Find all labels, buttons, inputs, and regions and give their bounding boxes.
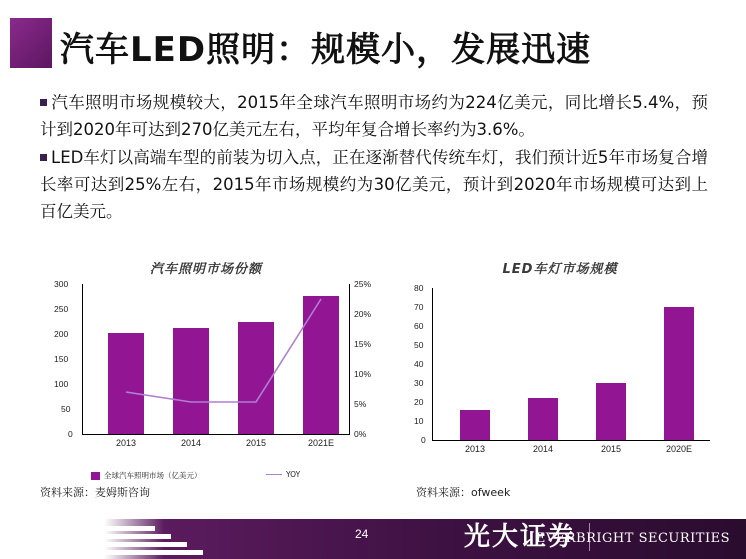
- bar-2015: [596, 383, 626, 440]
- x-label-2020E: 2020E: [665, 444, 693, 454]
- y-tick-80: 80: [414, 283, 424, 293]
- x-label-2014: 2014: [532, 444, 554, 454]
- x-label-2015: 2015: [245, 438, 267, 448]
- y-tick-0: 0: [421, 435, 426, 445]
- legend-line-icon: [266, 474, 282, 475]
- y-tick-60: 60: [414, 321, 424, 331]
- y-tick-50: 50: [414, 340, 424, 350]
- x-label-2013: 2013: [115, 438, 137, 448]
- x-label-2014: 2014: [180, 438, 202, 448]
- yoy-line-series: [36, 284, 376, 436]
- y2-tick-15: 15%: [354, 339, 372, 349]
- y-tick-left-250: 250: [54, 304, 69, 314]
- legend-swatch-bar-icon: [91, 472, 100, 480]
- chart-auto-lighting-market-share: [36, 258, 376, 498]
- y-tick-30: 30: [414, 378, 424, 388]
- y-axis-right-chart: [432, 288, 433, 440]
- y-tick-10: 10: [414, 416, 424, 426]
- bar-2014: [528, 398, 558, 440]
- source-right: 资料来源：ofweek: [416, 486, 511, 499]
- source-left: 资料来源：麦姆斯咨询: [40, 486, 150, 499]
- legend-series-line: [266, 470, 300, 479]
- y2-tick-25: 25%: [354, 279, 372, 289]
- chart-led-car-lamp-market-size: [400, 258, 730, 498]
- y2-tick-10: 10%: [354, 369, 372, 379]
- paragraph-2: [40, 145, 708, 225]
- page-number: 24: [355, 527, 369, 541]
- body-text: [40, 90, 708, 228]
- plot-area-right: [400, 283, 730, 468]
- x-label-2013: 2013: [464, 444, 486, 454]
- chart-title-right: LED车灯市场规模: [502, 262, 618, 277]
- legend-label-line: YOY: [286, 470, 301, 479]
- y-tick-left-100: 100: [54, 379, 69, 389]
- y-tick-40: 40: [414, 359, 424, 369]
- page-title: 汽车LED照明：规模小，发展迅速: [60, 30, 592, 70]
- y-tick-20: 20: [414, 397, 424, 407]
- y2-tick-5: 5%: [354, 399, 367, 409]
- y-tick-left-200: 200: [54, 329, 69, 339]
- y-tick-left-0: 0: [68, 429, 73, 439]
- y-tick-left-50: 50: [61, 404, 71, 414]
- y2-tick-0: 0%: [354, 429, 367, 439]
- y-tick-left-150: 150: [54, 354, 69, 364]
- paragraph-1-text: 汽车照明市场规模较大，2015年全球汽车照明市场约为224亿美元，同比增长5.4%，预计到2020年可达到270亿美元左右，平均年复合增长率约为3.6%。: [40, 93, 708, 139]
- bar-2020E: [664, 307, 694, 440]
- bullet-square-icon: [40, 154, 47, 161]
- legend-label-bar: 全球汽车照明市场（亿美元）: [104, 471, 202, 480]
- header-accent-block: [10, 18, 52, 68]
- y-tick-70: 70: [414, 302, 424, 312]
- x-label-2015: 2015: [600, 444, 622, 454]
- plot-area-left: [36, 279, 376, 464]
- y-tick-left-300: 300: [54, 279, 69, 289]
- bullet-square-icon: [40, 99, 47, 106]
- chart-title-left: 汽车照明市场份额: [149, 262, 262, 277]
- x-axis-right-chart: [432, 440, 710, 441]
- footer-stripes: [95, 521, 205, 557]
- paragraph-2-text: LED车灯以高端车型的前装为切入点，正在逐渐替代传统车灯，我们预计近5年市场复合增长率可达到25%左右，2015年市场规模约为30亿美元，预计到2020年市场规模可达到上百亿美元。: [40, 148, 708, 221]
- brand-name-en: EVERBRIGHT SECURITIES: [535, 531, 730, 546]
- x-label-2021E: 2021E: [307, 438, 335, 448]
- bar-2013: [460, 410, 490, 440]
- footer: [0, 515, 746, 559]
- y2-tick-20: 20%: [354, 309, 372, 319]
- legend-series-bar: [91, 470, 202, 481]
- brand-name-cn: 光大证券: [463, 522, 576, 552]
- paragraph-1: [40, 90, 708, 143]
